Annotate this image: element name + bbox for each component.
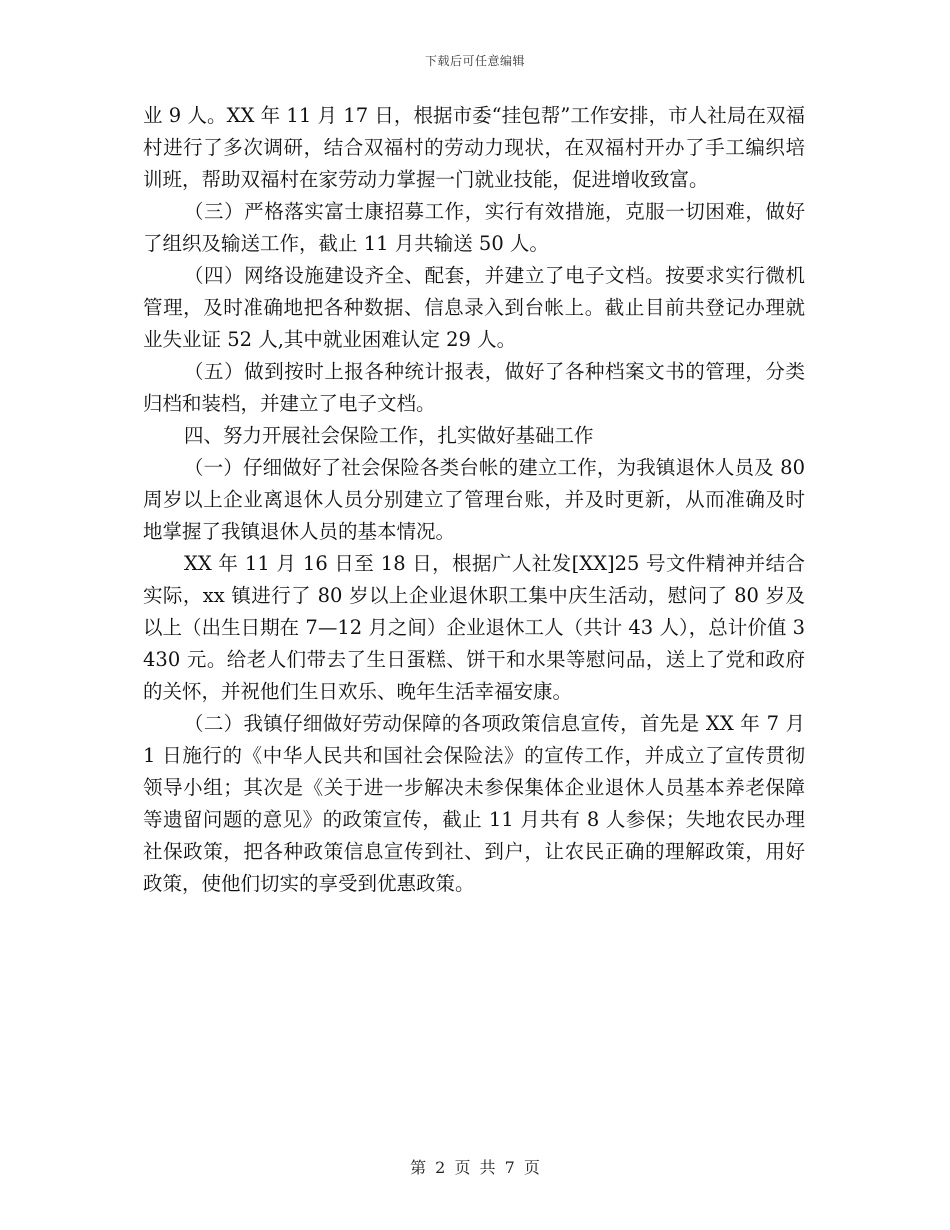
paragraph-7: （二）我镇仔细做好劳动保障的各项政策信息宣传，首先是 XX 年 7 月 1 日施行的《中华人民共和国社会保险法》的宣传工作，并成立了宣传贯彻领导小组；其次是《关于进一步解决未参保集体企业退休人员基本养老保障等遗留问题的意见》的政策宣传，截止 11 月共有 8 人参保；失地农民办理社保政策，把各种政策信息宣传到社、到户，让农民正确的理解政策，用好政策，使他们切实的享受到优惠政策。 [143,712,805,895]
paragraph-4: （五）做到按时上报各种统计报表，做好了各种档案文书的管理，分类归档和装档，并建立了电子文档。 [143,360,805,415]
page-footer: 第 2 页 共 7 页 [410,1158,540,1177]
page-header: 下载后可任意编辑 [424,54,525,68]
paragraph-6: XX 年 11 月 16 日至 18 日，根据广人社发[XX]25 号文件精神并结合实际，xx 镇进行了 80 岁以上企业退休职工集中庆生活动，慰问了 80 岁及以上（出生日期在 7—12 月之间）企业退休工人（共计 43 人），总计价值 3430 元。给老人们带去了生日蛋糕、饼干和水果等慰问品，送上了党和政府的关怀，并祝他们生日欢乐、晚年生活幸福安康。 [143,552,805,703]
paragraph-3: （四）网络设施建设齐全、配套，并建立了电子文档。按要求实行微机管理，及时准确地把各种数据、信息录入到台帐上。截止目前共登记办理就业失业证 52 人,其中就业困难认定 29 人。 [143,264,805,351]
paragraph-1: 业 9 人。XX 年 11 月 17 日，根据市委“挂包帮”工作安排，市人社局在双福村进行了多次调研，结合双福村的劳动力现状，在双福村开办了手工编织培训班，帮助双福村在家劳动力掌握一门就业技能，促进增收致富。 [143,104,805,191]
paragraph-2: （三）严格落实富士康招募工作，实行有效措施，克服一切困难，做好了组织及输送工作，截止 11 月共输送 50 人。 [143,200,805,255]
paragraph-5: （一）仔细做好了社会保险各类台帐的建立工作，为我镇退休人员及 80 周岁以上企业离退休人员分别建立了管理台账，并及时更新，从而准确及时地掌握了我镇退休人员的基本情况。 [143,456,805,543]
section-heading-4: 四、努力开展社会保险工作，扎实做好基础工作 [184,424,594,447]
document-body [143,100,805,900]
